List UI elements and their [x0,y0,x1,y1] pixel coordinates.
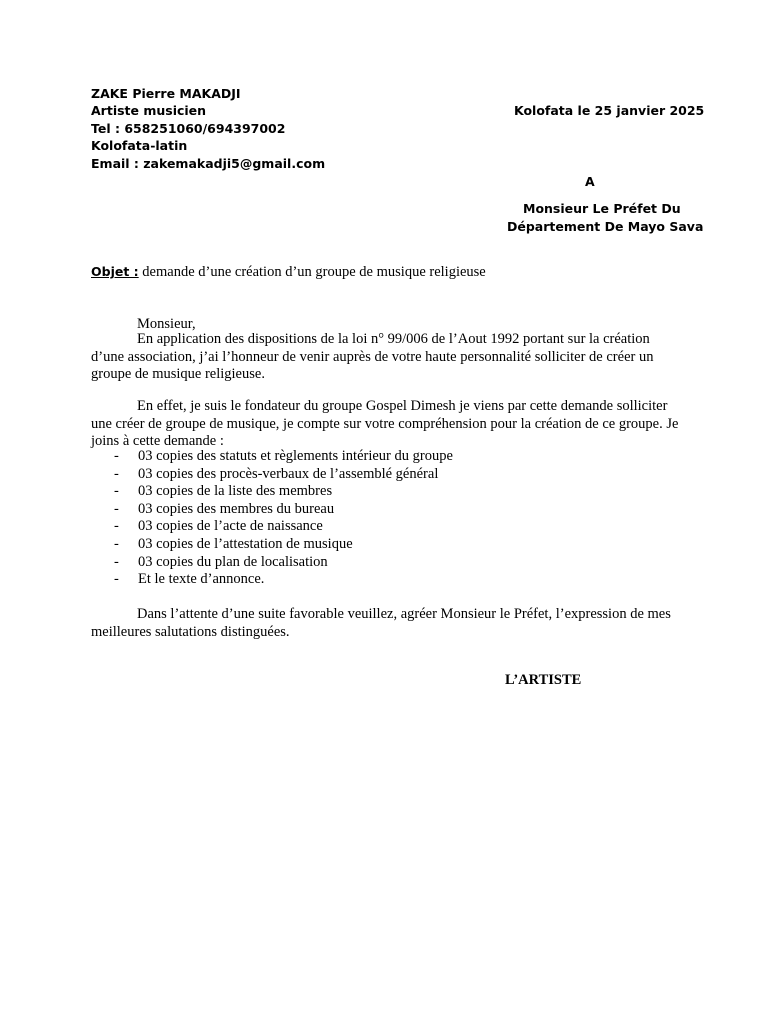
paragraph-1: En application des dispositions de la loi n° 99/006 de l’Aout 1992 portant sur la création d’une association, j’ai l’honneur de venir auprès de votre haute personnalité solliciter de créer un groupe de musique religieuse. [91,331,654,382]
attachment-text: Et le texte d’annonce. [138,571,265,588]
list-dash: - [114,500,119,517]
attachment-item [91,448,453,466]
sender-name: ZAKE Pierre MAKADJI [91,86,241,101]
salutation: Monsieur, [137,316,196,332]
paragraph-2: En effet, je suis le fondateur du groupe Gospel Dimesh je viens par cette demande solliciter une créer de groupe de musique, je compte sur votre compréhension pour la création de ce groupe. Je joins à cette demande : [91,398,679,449]
sender-profession: Artiste musicien [91,103,207,118]
recipient-line-1: Monsieur Le Préfet Du [523,201,681,216]
letter-date: Kolofata le 25 janvier 2025 [514,103,705,118]
attachment-text: 03 copies de l’acte de naissance [138,518,323,535]
attachment-item [91,571,453,589]
attachment-text: 03 copies des procès-verbaux de l’assemblé général [138,465,439,482]
attachment-item [91,483,453,501]
attachment-text: 03 copies de la liste des membres [138,483,333,500]
list-dash: - [114,535,119,552]
sender-email: Email : zakemakadji5@gmail.com [91,156,326,171]
list-dash: - [114,465,119,482]
recipient-prefix: A [585,174,595,189]
attachment-text: 03 copies des statuts et règlements intérieur du groupe [138,448,453,464]
sender-phone: Tel : 658251060/694397002 [91,121,286,136]
attachments-list [91,448,453,589]
attachment-item [91,466,453,484]
sender-city: Kolofata-latin [91,138,188,153]
recipient-line-2: Département De Mayo Sava [507,219,704,234]
list-dash: - [114,553,119,570]
list-dash: - [114,483,119,500]
attachment-item [91,554,453,572]
list-dash: - [114,448,119,464]
closing-paragraph: Dans l’attente d’une suite favorable veuillez, agréer Monsieur le Préfet, l’expression de mes meilleures salutations distinguées. [91,606,671,640]
list-dash: - [114,518,119,535]
attachment-text: 03 copies du plan de localisation [138,553,328,570]
attachment-item [91,536,453,554]
subject-line [91,264,486,281]
subject-text: demande d’une création d’un groupe de musique religieuse [138,264,486,280]
attachment-text: 03 copies des membres du bureau [138,500,335,517]
attachment-item [91,518,453,536]
signature: L’ARTISTE [505,672,582,688]
attachment-text: 03 copies de l’attestation de musique [138,535,353,552]
attachment-item [91,501,453,519]
subject-label: Objet : [91,264,139,279]
list-dash: - [114,571,119,588]
